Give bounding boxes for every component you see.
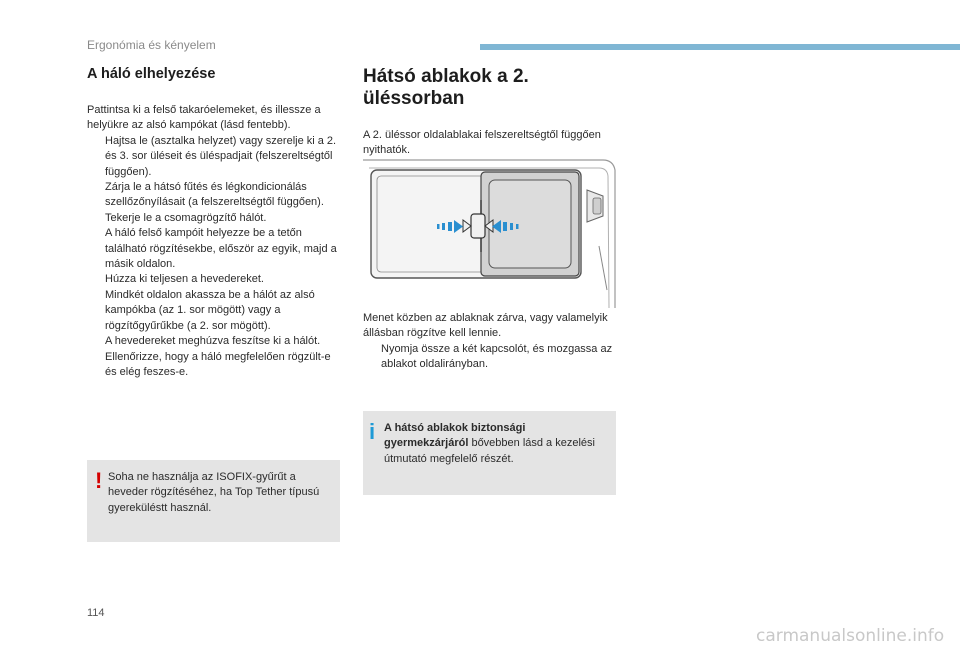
right-column (363, 66, 618, 159)
list-item: Tekerje le a csomagrögzítő hálót. (105, 211, 267, 224)
info-text (384, 421, 609, 467)
list-item: A hevedereket meghúzva feszítse ki a hálót. (105, 335, 321, 348)
section-label: Ergonómia és kényelem (87, 38, 216, 52)
list-item: Nyomja össze a két kapcsolót, és mozgassa az ablakot oldalirányban. (381, 342, 613, 371)
info-text-rest: bővebben lásd a kezelési útmutató megfelelő részét. (384, 437, 595, 465)
warning-icon: ! (95, 468, 103, 493)
right-body: Menet közben az ablaknak zárva, vagy valamelyik állásban rögzítve kell lennie. (363, 312, 608, 340)
right-bullet-list (363, 342, 618, 373)
info-text-bold: A hátsó ablakok biztonsági gyermekzárjáról (384, 422, 526, 450)
right-intro: A 2. üléssor oldalablakai felszereltségtől függően nyithatók. (363, 129, 601, 157)
left-intro: Pattintsa ki a felső takaróelemeket, és illessze a helyükre az alsó kampókat (lásd fentebb). (87, 104, 321, 132)
right-section-title: Hátsó ablakok a 2. üléssorban (363, 66, 529, 109)
header-accent-bar (480, 44, 960, 50)
left-section-title: A háló elhelyezése (87, 66, 216, 82)
list-item: Mindkét oldalon akassza be a hálót az alsó kampókba (az 1. sor mögött) vagy a rögzítőgyűrűkbe (a 2. sor mögött). (105, 288, 315, 332)
watermark: carmanualsonline.info (756, 626, 945, 646)
warning-text: Soha ne használja az ISOFIX-gyűrűt a heveder rögzítéséhez, ha Top Tether típusú gyereküléstt használ. (108, 471, 320, 514)
right-body-block (363, 311, 618, 373)
list-item: Zárja le a hátsó fűtés és légkondicionálás szellőzőnyílásait (a felszereltségtől függően). (105, 181, 324, 209)
rear-window-illustration (363, 150, 618, 308)
list-item: Ellenőrizze, hogy a háló megfelelően rögzült-e és elég feszes-e. (105, 350, 331, 378)
left-bullet-list (87, 134, 342, 381)
list-item: Hajtsa le (asztalka helyzet) vagy szerelje ki a 2. és 3. sor üléseit és üléspadjait (felszereltségtől függően). (105, 134, 337, 178)
list-item: A háló felső kampóit helyezze be a tetőn található rögzítésekbe, először az egyik, majd a másik oldalon. (105, 227, 337, 271)
page-number: 114 (87, 607, 105, 619)
warning-box (87, 460, 340, 542)
info-icon: i (369, 419, 376, 444)
left-column (87, 66, 342, 380)
info-box (363, 411, 616, 495)
list-item: Húzza ki teljesen a hevedereket. (105, 273, 264, 286)
